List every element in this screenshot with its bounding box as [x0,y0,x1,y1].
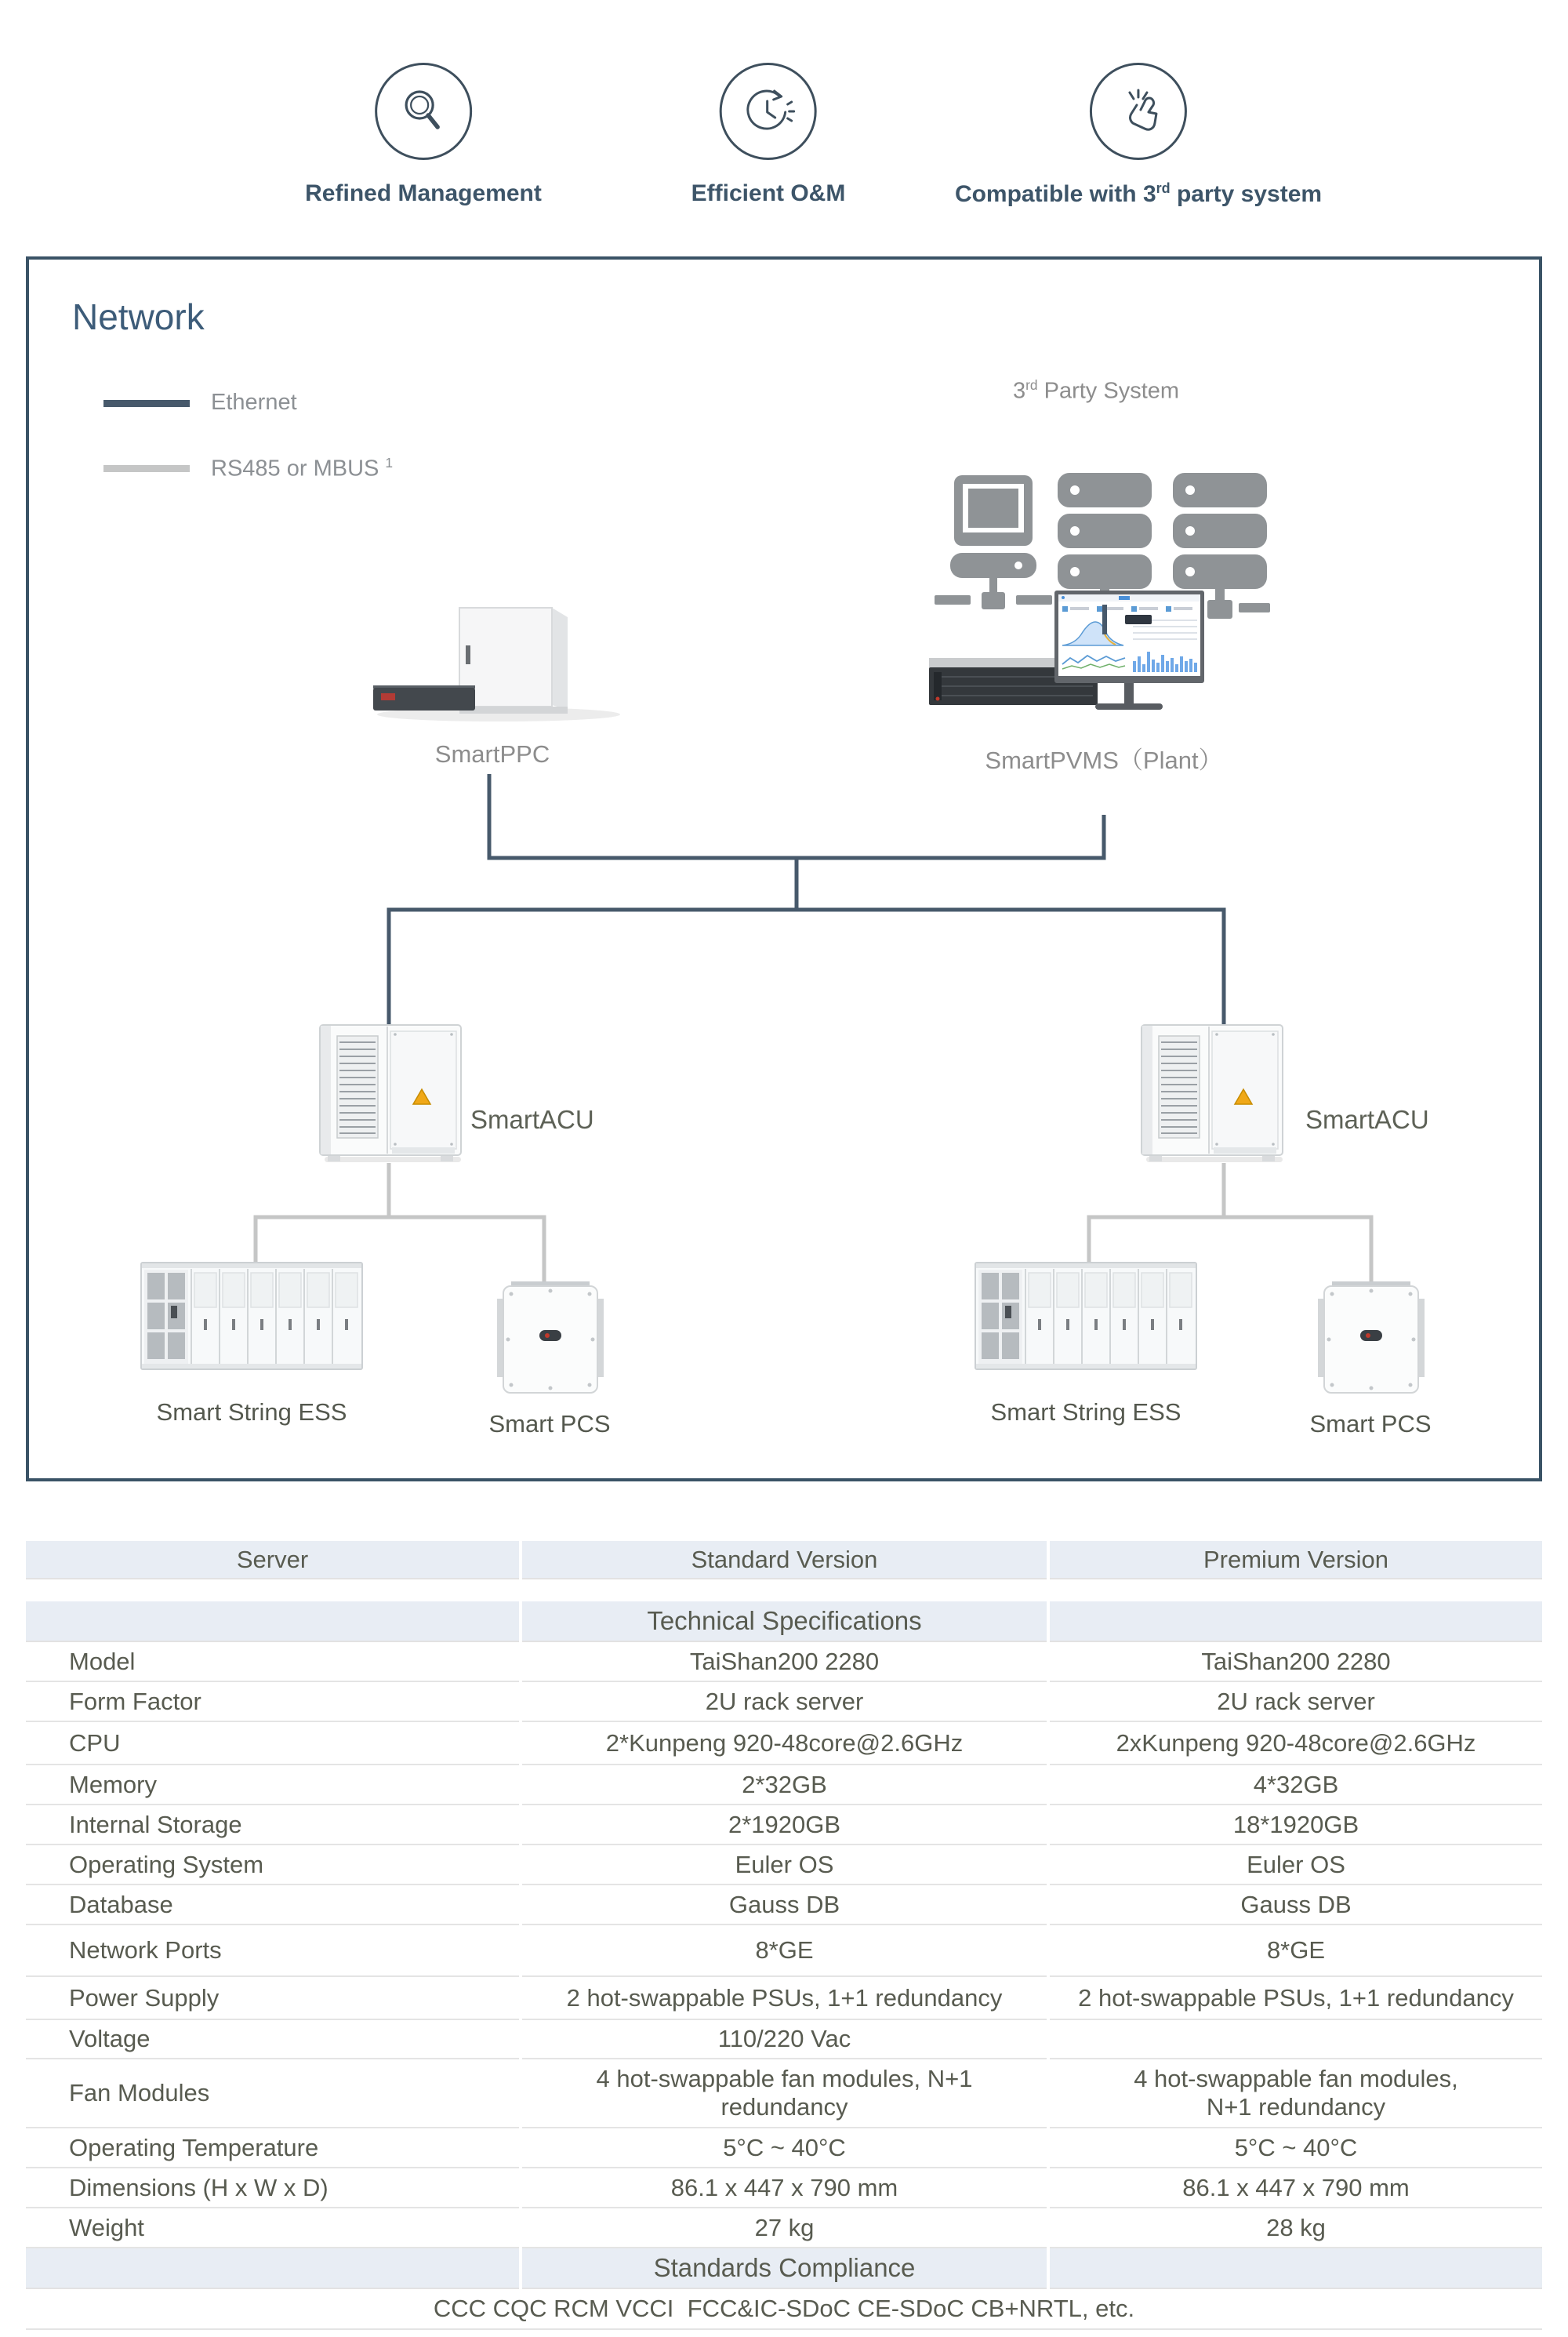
row-label: Operating System [26,1845,519,1885]
premium-value: 2 hot-swappable PSUs, 1+1 redundancy [1050,1977,1542,2020]
standard-value: Gauss DB [522,1885,1047,1925]
feature-label: Compatible with 3rd party system [954,180,1323,207]
row-label: Fan Modules [26,2059,519,2128]
ess-right-device [975,1263,1196,1369]
ethernet-connectors [387,774,1226,1032]
row-label: Model [26,1642,519,1682]
row-label: Operating Temperature [26,2128,519,2168]
ess-left-label: Smart String ESS [156,1398,347,1426]
table-row [26,1925,1542,1977]
standard-value: Euler OS [522,1845,1047,1885]
feature-efficient-om [691,63,846,207]
standard-value: 5°C ~ 40°C [522,2128,1047,2168]
standard-value: 2*1920GB [522,1805,1047,1845]
table-row [26,2168,1542,2208]
table-row [26,1845,1542,1885]
clock-arrow-icon [720,63,817,160]
table-row [26,2020,1542,2059]
row-label: Memory [26,1765,519,1805]
column-header: Server [26,1541,519,1579]
smartppc-device [373,608,620,721]
smartacu-right-device [1142,1025,1283,1162]
standard-value: 2*32GB [522,1765,1047,1805]
table-row [26,1642,1542,1682]
standard-value: 8*GE [522,1925,1047,1977]
network-title: Network [72,296,205,337]
smartacu-left-label: SmartACU [470,1105,594,1134]
premium-value: 2U rack server [1050,1682,1542,1722]
table-row [26,1765,1542,1805]
row-label: Power Supply [26,1977,519,2020]
standard-value: 110/220 Vac [522,2020,1047,2059]
premium-value: Gauss DB [1050,1885,1542,1925]
column-header: Standard Version [522,1541,1047,1579]
magnifier-icon [375,63,472,160]
row-label: Weight [26,2208,519,2248]
table-row [26,1682,1542,1722]
ess-left-device [141,1263,362,1369]
row-label: CPU [26,1722,519,1765]
premium-value: 5°C ~ 40°C [1050,2128,1542,2168]
table-header-row [26,1541,1542,1579]
row-label: Voltage [26,2020,519,2059]
row-label: Internal Storage [26,1805,519,1845]
smartpvms-label: SmartPVMS（Plant） [985,747,1223,774]
premium-value [1050,2020,1542,2059]
column-header: Premium Version [1050,1541,1542,1579]
row-label: Network Ports [26,1925,519,1977]
smartacu-right-label: SmartACU [1305,1105,1429,1134]
table-row [26,1722,1542,1765]
legend-ethernet-label: Ethernet [211,390,297,415]
snap-fingers-icon [1090,63,1187,160]
feature-label: Efficient O&M [691,180,846,206]
server-spec-table [26,1541,1542,2330]
standard-value: TaiShan200 2280 [522,1642,1047,1682]
premium-value: Euler OS [1050,1845,1542,1885]
premium-value: 8*GE [1050,1925,1542,1977]
pcs-left-label: Smart PCS [488,1410,611,1437]
pcs-left-device [497,1281,604,1393]
premium-value: 28 kg [1050,2208,1542,2248]
premium-value: 4 hot-swappable fan modules, N+1 redundancy [1050,2059,1542,2128]
legend-rs485-label: RS485 or MBUS $^1$ [211,455,394,482]
row-label: Form Factor [26,1682,519,1722]
section-technical-specifications [26,1601,1542,1642]
feature-refined-management [305,63,542,207]
ess-right-label: Smart String ESS [990,1398,1181,1426]
pcs-right-device [1318,1281,1425,1393]
standard-value: 27 kg [522,2208,1047,2248]
table-row [26,2059,1542,2128]
row-label: Dimensions (H x W x D) [26,2168,519,2208]
table-row [26,1885,1542,1925]
feature-third-party-compat [955,63,1322,208]
network-diagram-box [26,256,1542,1481]
standard-value: 2*Kunpeng 920-48core@2.6GHz [522,1722,1047,1765]
legend-rs485-line [103,465,190,472]
premium-value: 86.1 x 447 x 790 mm [1050,2168,1542,2208]
premium-value: 4*32GB [1050,1765,1542,1805]
table-gap [26,1579,1542,1601]
row-label: Database [26,1885,519,1925]
section-title: Technical Specifications [522,1601,1047,1642]
table-row [26,2208,1542,2248]
rs485-connectors [254,1163,1374,1285]
standard-value: 4 hot-swappable fan modules, N+1 redundancy [522,2059,1047,2128]
premium-value: 2xKunpeng 920-48core@2.6GHz [1050,1722,1542,1765]
feature-label: Refined Management [305,180,542,206]
table-row [26,1805,1542,1845]
premium-value: 18*1920GB [1050,1805,1542,1845]
standard-value: 86.1 x 447 x 790 mm [522,2168,1047,2208]
standards-compliance-value: CCC CQC RCM VCCI FCC&IC-SDoC CE-SDoC CB+NRTL, etc. [26,2289,1542,2330]
smartacu-left-device [320,1025,461,1162]
smartpvms-device [929,591,1204,710]
legend-ethernet-line [103,400,190,407]
smartppc-label: SmartPPC [434,740,550,768]
network-diagram [29,260,1539,1478]
premium-value: TaiShan200 2280 [1050,1642,1542,1682]
section-standards-compliance [26,2248,1542,2289]
section-title: Standards Compliance [522,2248,1047,2289]
standard-value: 2U rack server [522,1682,1047,1722]
table-row [26,1977,1542,2020]
third-party-system-label: 3rd Party System [1012,377,1180,404]
table-row [26,2128,1542,2168]
standard-value: 2 hot-swappable PSUs, 1+1 redundancy [522,1977,1047,2020]
pcs-right-label: Smart PCS [1309,1410,1432,1437]
